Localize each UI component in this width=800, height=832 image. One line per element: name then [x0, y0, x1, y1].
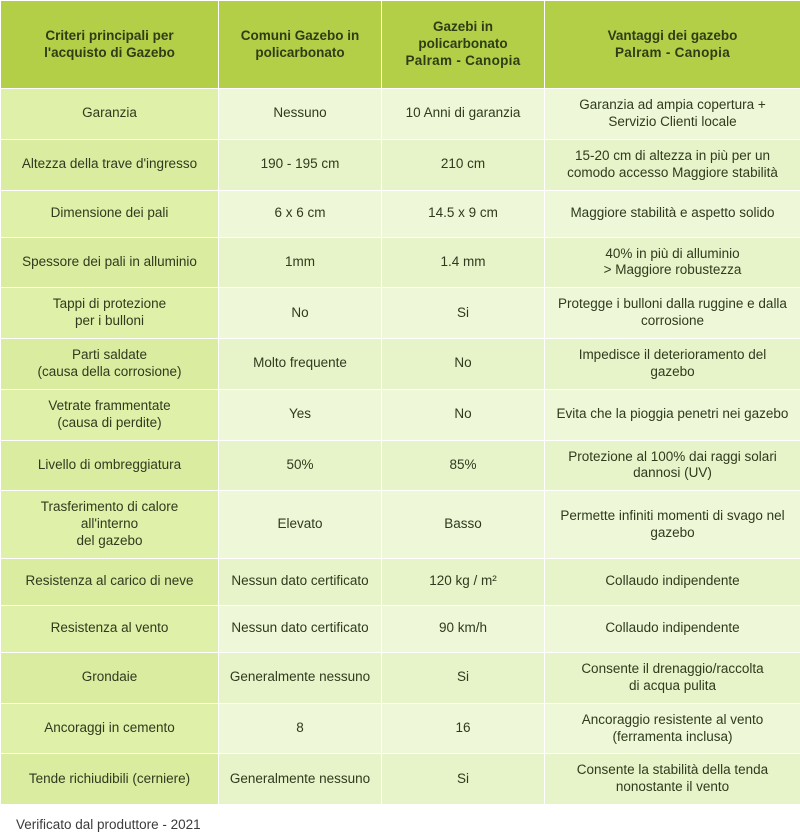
row-criterion-line1: Spessore dei pali in alluminio	[11, 254, 208, 271]
table-row	[1, 288, 800, 339]
row-palram-value: No	[382, 339, 545, 390]
row-criterion-line2: (causa di perdite)	[11, 415, 208, 432]
row-advantage-line1: Garanzia ad ampia copertura +	[555, 97, 790, 114]
row-advantage	[545, 89, 800, 140]
row-criterion-line2: (causa della corrosione)	[11, 364, 208, 381]
row-advantage-line2: di acqua pulita	[555, 678, 790, 695]
row-advantage	[545, 491, 800, 559]
row-criterion-line1: Trasferimento di calore all'interno	[11, 499, 208, 533]
row-criterion	[1, 754, 219, 805]
table-header	[1, 1, 800, 89]
table-row	[1, 389, 800, 440]
table-row	[1, 89, 800, 140]
row-criterion	[1, 237, 219, 288]
row-criterion-line2: del gazebo	[11, 533, 208, 550]
column-header-common-line1: Comuni Gazebo in	[241, 28, 360, 43]
column-header-criteria	[1, 1, 219, 89]
row-criterion-line1: Resistenza al carico di neve	[11, 573, 208, 590]
row-advantage	[545, 605, 800, 652]
row-criterion-line1: Garanzia	[11, 105, 208, 122]
column-header-criteria-line2: l'acquisto di Gazebo	[44, 45, 175, 60]
row-advantage	[545, 288, 800, 339]
table-row	[1, 754, 800, 805]
row-criterion-line1: Parti saldate	[11, 347, 208, 364]
row-criterion-line1: Resistenza al vento	[11, 620, 208, 637]
row-advantage-line2: dannosi (UV)	[555, 465, 790, 482]
row-criterion-line1: Vetrate frammentate	[11, 398, 208, 415]
table-row	[1, 139, 800, 190]
row-criterion	[1, 389, 219, 440]
row-advantage	[545, 440, 800, 491]
row-advantage-line1: 40% in più di alluminio	[555, 246, 790, 263]
table-row	[1, 190, 800, 237]
row-common-value: Nessun dato certificato	[219, 605, 382, 652]
row-criterion	[1, 288, 219, 339]
row-advantage-line1: Protegge i bulloni dalla ruggine e dalla	[555, 296, 790, 313]
column-header-common-line2: policarbonato	[255, 45, 344, 60]
row-advantage-line1: Evita che la pioggia penetri nei gazebo	[555, 406, 790, 423]
row-criterion-line1: Ancoraggi in cemento	[11, 720, 208, 737]
row-palram-value: 10 Anni di garanzia	[382, 89, 545, 140]
row-palram-value: Si	[382, 652, 545, 703]
table-row	[1, 237, 800, 288]
table-row	[1, 491, 800, 559]
row-advantage-line1: Protezione al 100% dai raggi solari	[555, 449, 790, 466]
row-advantage	[545, 558, 800, 605]
row-common-value: Elevato	[219, 491, 382, 559]
row-criterion-line1: Livello di ombreggiatura	[11, 457, 208, 474]
row-advantage-line1: Ancoraggio resistente al vento	[555, 712, 790, 729]
row-common-value: 8	[219, 703, 382, 754]
row-advantage	[545, 389, 800, 440]
row-advantage-line1: Collaudo indipendente	[555, 620, 790, 637]
row-common-value: 50%	[219, 440, 382, 491]
row-advantage	[545, 703, 800, 754]
row-common-value: No	[219, 288, 382, 339]
row-common-value: Molto frequente	[219, 339, 382, 390]
column-header-advantages-line1: Vantaggi dei gazebo	[608, 28, 738, 43]
table-row	[1, 339, 800, 390]
row-advantage-line2: comodo accesso Maggiore stabilità	[555, 165, 790, 182]
row-palram-value: 90 km/h	[382, 605, 545, 652]
row-palram-value: 85%	[382, 440, 545, 491]
table-body	[1, 89, 800, 805]
row-criterion-line1: Grondaie	[11, 669, 208, 686]
row-criterion	[1, 139, 219, 190]
row-criterion-line2: per i bulloni	[11, 313, 208, 330]
row-criterion	[1, 491, 219, 559]
row-advantage	[545, 237, 800, 288]
row-advantage-line1: Collaudo indipendente	[555, 573, 790, 590]
row-common-value: Generalmente nessuno	[219, 652, 382, 703]
table-row	[1, 605, 800, 652]
column-header-palram-line1: Gazebi in policarbonato	[418, 19, 507, 51]
column-header-common	[219, 1, 382, 89]
row-criterion	[1, 190, 219, 237]
table-row	[1, 703, 800, 754]
column-header-criteria-line1: Criteri principali per	[45, 28, 173, 43]
row-advantage-line2: corrosione	[555, 313, 790, 330]
row-criterion-line1: Tappi di protezione	[11, 296, 208, 313]
row-advantage-line2: > Maggiore robustezza	[555, 262, 790, 279]
row-advantage	[545, 339, 800, 390]
row-common-value: Generalmente nessuno	[219, 754, 382, 805]
row-advantage-line2: gazebo	[555, 525, 790, 542]
row-criterion-line1: Altezza della trave d'ingresso	[11, 156, 208, 173]
row-advantage	[545, 652, 800, 703]
row-advantage-line1: Permette infiniti momenti di svago nel	[555, 508, 790, 525]
footnote: Verificato dal produttore - 2021	[0, 805, 800, 832]
row-palram-value: No	[382, 389, 545, 440]
row-advantage-line1: Consente il drenaggio/raccolta	[555, 661, 790, 678]
row-advantage	[545, 754, 800, 805]
row-common-value: Nessun dato certificato	[219, 558, 382, 605]
row-common-value: Yes	[219, 389, 382, 440]
row-palram-value: 210 cm	[382, 139, 545, 190]
column-header-advantages-brand: Palram - Canopia	[555, 45, 790, 62]
row-advantage-line1: Impedisce il deterioramento del gazebo	[555, 347, 790, 381]
row-advantage-line1: Consente la stabilità della tenda	[555, 762, 790, 779]
row-advantage-line2: Servizio Clienti locale	[555, 114, 790, 131]
row-common-value: 1mm	[219, 237, 382, 288]
header-row	[1, 1, 800, 89]
row-advantage	[545, 139, 800, 190]
row-common-value: Nessuno	[219, 89, 382, 140]
column-header-palram-brand: Palram - Canopia	[392, 53, 534, 70]
row-palram-value: Si	[382, 754, 545, 805]
row-criterion	[1, 558, 219, 605]
row-common-value: 190 - 195 cm	[219, 139, 382, 190]
row-criterion-line1: Dimensione dei pali	[11, 205, 208, 222]
row-palram-value: 1.4 mm	[382, 237, 545, 288]
row-palram-value: 14.5 x 9 cm	[382, 190, 545, 237]
column-header-advantages	[545, 1, 800, 89]
row-palram-value: 16	[382, 703, 545, 754]
table-row	[1, 440, 800, 491]
row-common-value: 6 x 6 cm	[219, 190, 382, 237]
row-advantage-line2: nonostante il vento	[555, 779, 790, 796]
row-advantage-line2: (ferramenta inclusa)	[555, 729, 790, 746]
row-criterion	[1, 652, 219, 703]
row-palram-value: Basso	[382, 491, 545, 559]
row-criterion	[1, 339, 219, 390]
row-advantage	[545, 190, 800, 237]
column-header-palram	[382, 1, 545, 89]
row-criterion	[1, 703, 219, 754]
table-row	[1, 652, 800, 703]
table-row	[1, 558, 800, 605]
row-palram-value: 120 kg / m²	[382, 558, 545, 605]
row-advantage-line1: 15-20 cm di altezza in più per un	[555, 148, 790, 165]
row-criterion	[1, 89, 219, 140]
row-criterion-line1: Tende richiudibili (cerniere)	[11, 771, 208, 788]
row-criterion	[1, 440, 219, 491]
row-criterion	[1, 605, 219, 652]
row-advantage-line1: Maggiore stabilità e aspetto solido	[555, 205, 790, 222]
row-palram-value: Si	[382, 288, 545, 339]
